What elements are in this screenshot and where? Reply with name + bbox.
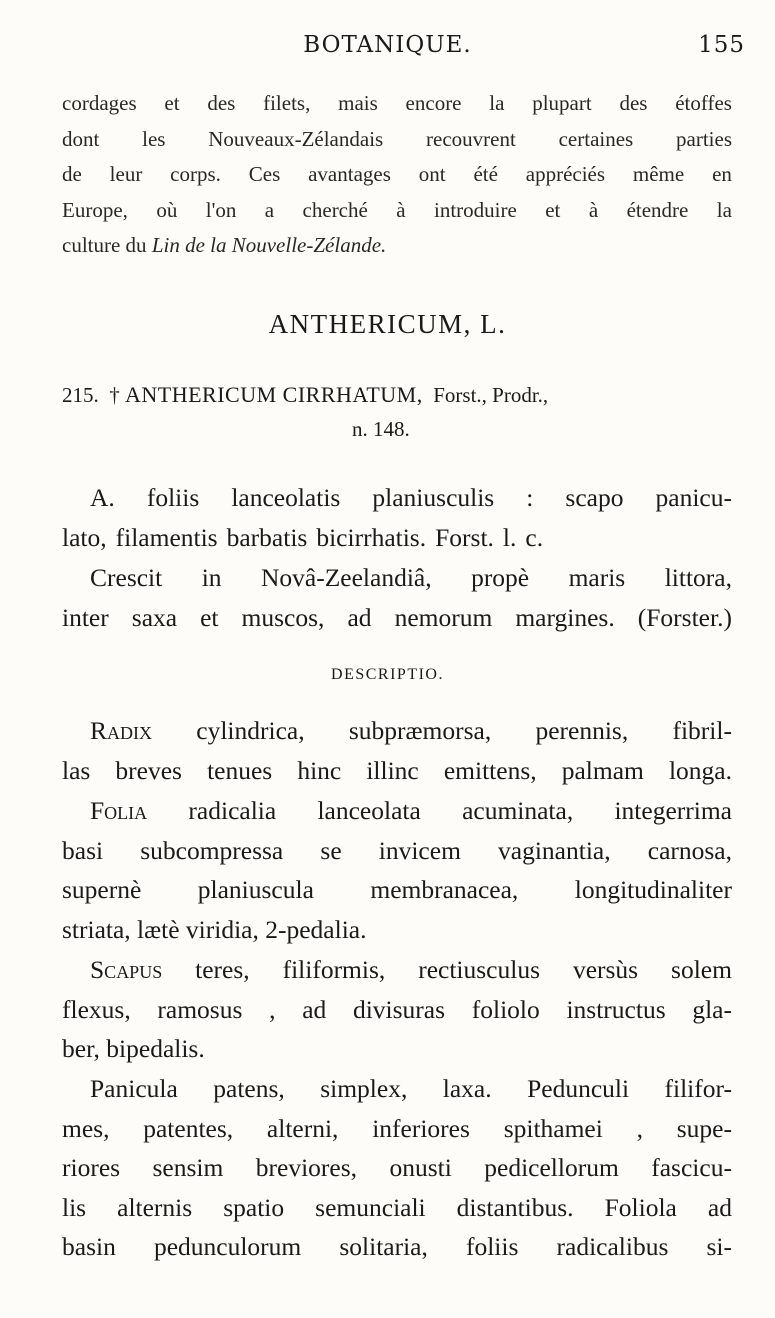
word: inferiores: [372, 1113, 470, 1143]
text-line: ber, bipedalis.: [62, 1034, 205, 1063]
word: versùs: [572, 955, 639, 984]
word: où: [156, 197, 178, 222]
panicula-paragraph: [62, 1069, 732, 1267]
text-line: [62, 193, 732, 229]
word: scapo: [565, 483, 624, 512]
word: été: [473, 162, 498, 186]
radix-paragraph: [62, 711, 732, 790]
word: filets,: [263, 91, 311, 115]
intro-last-text: culture du: [62, 233, 147, 257]
text-line: [62, 558, 732, 598]
word: margines.: [515, 602, 615, 632]
word: panicu-: [655, 483, 732, 512]
word: lis: [62, 1192, 87, 1222]
word: simplex,: [320, 1074, 408, 1103]
word: a: [264, 197, 275, 222]
word: las: [62, 755, 91, 785]
word: alterni,: [266, 1113, 339, 1143]
word: saxa: [131, 602, 178, 632]
text-line: [62, 711, 732, 751]
word: dont: [62, 126, 100, 151]
text-line: [62, 1188, 732, 1228]
word: Foliola: [604, 1192, 677, 1222]
word: emittens,: [443, 755, 537, 785]
word: encore: [405, 91, 462, 115]
text-line: [62, 831, 732, 871]
word: subcompressa: [140, 835, 284, 865]
text-line: [62, 86, 732, 122]
genus-heading: ANTHERICUM, L.: [268, 309, 507, 339]
species-reference: Forst., Prodr.,: [433, 383, 549, 407]
word: patentes,: [143, 1113, 234, 1143]
word: ad: [707, 1192, 732, 1222]
word: sensim: [152, 1153, 224, 1182]
word: si-: [706, 1232, 732, 1261]
text-line: [62, 1069, 732, 1109]
word: maris: [568, 563, 626, 592]
word: semunciali: [315, 1192, 426, 1222]
descriptio-heading: DESCRIPTIO.: [331, 666, 444, 683]
word: gla-: [692, 994, 732, 1024]
word: les: [142, 126, 166, 151]
text-line: [62, 598, 732, 638]
scapus-paragraph: [62, 950, 732, 1069]
radix-term: Radix: [90, 716, 152, 745]
word: lanceolatis: [231, 483, 341, 512]
word: la: [489, 91, 505, 115]
word: de: [62, 162, 82, 186]
page-header: [0, 28, 775, 68]
word: Forst.: [435, 522, 494, 552]
species-reference-line2: n. 148.: [352, 417, 410, 441]
word: barbatis: [226, 522, 308, 552]
folia-term: Folia: [90, 796, 148, 825]
word: étendre: [626, 197, 689, 222]
species-line: [62, 378, 732, 412]
word: palmam: [561, 755, 644, 785]
word: propè: [471, 563, 530, 592]
word: filiformis,: [282, 955, 386, 984]
word: subpræmorsa,: [348, 716, 492, 745]
word: parties: [676, 126, 732, 151]
text-line: [62, 228, 732, 264]
word: supe-: [676, 1113, 732, 1143]
word: breves: [115, 755, 182, 785]
word: appréciés: [525, 162, 606, 186]
word: lanceolata: [317, 796, 421, 825]
word: divisuras: [352, 994, 446, 1024]
word: foliis: [146, 483, 200, 512]
word: et: [200, 602, 219, 632]
word: l'on: [205, 197, 237, 222]
word: longitudinaliter: [574, 875, 732, 904]
intro-last-italic: Lin de la Nouvelle-Zélande.: [151, 233, 387, 257]
word: spithamei: [503, 1113, 603, 1143]
word: (Forster.): [637, 602, 732, 632]
species-number: 215.: [62, 383, 99, 407]
folia-paragraph: [62, 791, 732, 949]
word: se: [320, 835, 342, 865]
page-number: 155: [698, 32, 745, 58]
text-line: striata, lætè viridia, 2-pedalia.: [62, 914, 367, 944]
word: lato,: [62, 522, 107, 552]
word: spatio: [223, 1192, 285, 1222]
word: patens,: [213, 1074, 285, 1103]
word: mais: [338, 91, 378, 115]
word: in: [201, 563, 222, 592]
word: corps.: [170, 162, 221, 186]
word: Ces: [248, 162, 281, 186]
word: filifor-: [664, 1074, 732, 1103]
word: alternis: [117, 1192, 193, 1222]
word: Nouveaux-Zélandais: [208, 126, 384, 151]
word: integerrima: [614, 796, 732, 825]
word: ont: [418, 162, 446, 186]
word: à: [396, 197, 406, 222]
word: recouvrent: [426, 126, 516, 151]
word: vaginantia,: [498, 835, 611, 865]
word: muscos,: [241, 602, 325, 632]
text-line: [62, 1148, 732, 1188]
word: ,: [269, 994, 276, 1024]
word: planiusculis: [372, 483, 495, 512]
text-line: [62, 122, 732, 158]
word: Crescit: [90, 563, 163, 592]
word: même: [632, 162, 685, 186]
word: solitaria,: [339, 1232, 428, 1261]
word: supernè: [62, 875, 142, 904]
word: leur: [109, 162, 143, 186]
word: Europe,: [62, 197, 128, 222]
word: acuminata,: [462, 796, 574, 825]
word: instructus: [566, 994, 666, 1024]
word: bicirrhatis.: [316, 522, 427, 552]
word: invicem: [378, 835, 461, 865]
word: A.: [90, 483, 115, 512]
word: hinc: [297, 755, 342, 785]
word: étoffes: [675, 91, 732, 115]
word: tenues: [207, 755, 273, 785]
species-name: ANTHERICUM CIRRHATUM,: [125, 382, 423, 407]
text-line: [62, 157, 732, 193]
word: et: [545, 197, 561, 222]
word: en: [712, 162, 732, 186]
intro-paragraph: [62, 86, 732, 264]
word: et: [164, 91, 180, 115]
word: plupart: [532, 91, 592, 115]
word: foliolo: [471, 994, 540, 1024]
word: ,: [636, 1113, 643, 1143]
word: onusti: [389, 1153, 452, 1182]
word: breviores,: [255, 1153, 358, 1182]
text-line: [62, 1109, 732, 1149]
word: longa.: [668, 755, 732, 785]
word: planiuscula: [197, 875, 314, 904]
word: cylindrica,: [196, 716, 305, 745]
word: Novâ-Zeelandiâ,: [260, 563, 432, 592]
word: basin: [62, 1232, 116, 1261]
scapus-term: Scapus: [90, 955, 163, 984]
species-entry: [62, 378, 732, 446]
text-line: [62, 1227, 732, 1267]
word: fibril-: [672, 716, 732, 745]
dagger-mark: †: [109, 383, 120, 407]
text-line: [62, 518, 732, 558]
word: des: [619, 91, 648, 115]
word: illinc: [366, 755, 419, 785]
word: perennis,: [535, 716, 629, 745]
word: littora,: [664, 563, 732, 592]
word: radicalibus: [556, 1232, 669, 1261]
word: distantibus.: [456, 1192, 574, 1222]
word: introduire: [434, 197, 517, 222]
word: ad: [347, 602, 372, 632]
word: radicalia: [188, 796, 277, 825]
word: membranacea,: [370, 875, 519, 904]
word: ramosus: [157, 994, 243, 1024]
word: l.: [502, 522, 517, 552]
word: laxa.: [442, 1074, 492, 1103]
text-line: [62, 478, 732, 518]
word: solem: [671, 955, 732, 984]
word: inter: [62, 602, 109, 632]
text-line: [62, 950, 732, 990]
habitat-paragraph: [62, 558, 732, 637]
word: pedicellorum: [484, 1153, 619, 1182]
word: filamentis: [115, 522, 218, 552]
word: c.: [525, 522, 544, 552]
word: fascicu-: [651, 1153, 732, 1182]
word: ad: [302, 994, 327, 1024]
word: nemorum: [394, 602, 493, 632]
word: riores: [62, 1153, 121, 1182]
word: des: [207, 91, 236, 115]
word: carnosa,: [647, 835, 732, 865]
running-title: BOTANIQUE.: [303, 32, 472, 58]
word: à: [588, 197, 599, 222]
word: avantages: [308, 162, 391, 186]
word: basi: [62, 835, 104, 865]
word: flexus,: [62, 994, 131, 1024]
word: certaines: [558, 126, 634, 151]
word: la: [716, 197, 732, 222]
text-line: [62, 791, 732, 831]
word: teres,: [195, 955, 250, 984]
text-line: [62, 751, 732, 791]
word: cordages: [62, 91, 137, 115]
text-line: [62, 990, 732, 1030]
word: rectiusculus: [418, 955, 541, 984]
word: :: [526, 483, 534, 512]
word: cherché: [302, 197, 368, 222]
diagnosis-paragraph: [62, 478, 732, 557]
word: Pedunculi: [527, 1074, 630, 1103]
word: pedunculorum: [153, 1232, 302, 1261]
word: foliis: [465, 1232, 519, 1261]
word: mes,: [62, 1113, 110, 1143]
text-line: [62, 870, 732, 910]
word: Panicula: [90, 1074, 178, 1103]
